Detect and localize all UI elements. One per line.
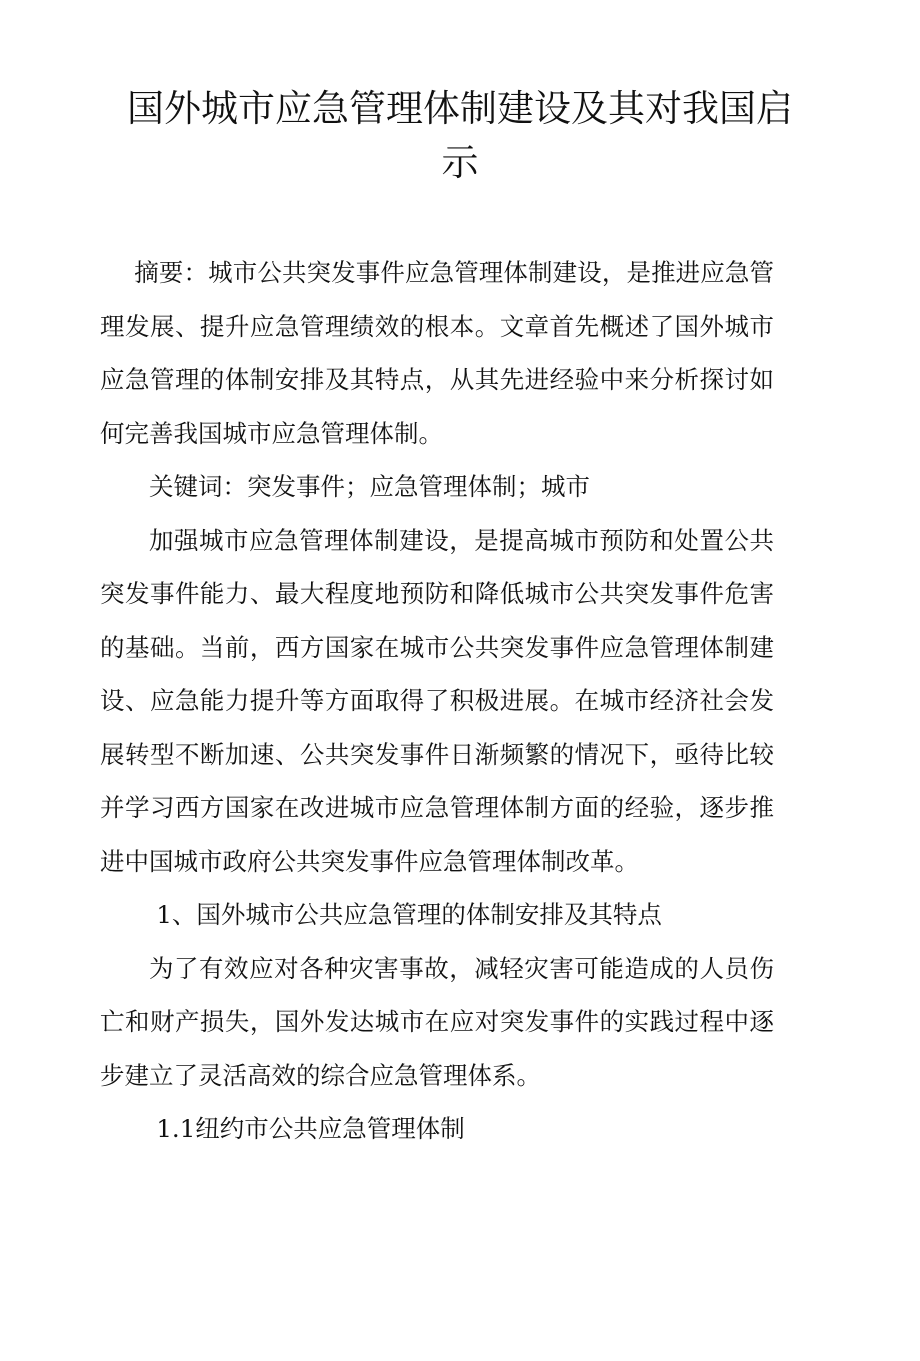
- document-title: 国外城市应急管理体制建设及其对我国启示: [127, 87, 793, 184]
- keywords-line: 关键词：突发事件；应急管理体制；城市: [149, 472, 590, 501]
- abstract-paragraph: 摘要：城市公共突发事件应急管理体制建设，是推进应急管理发展、提升应急管理绩效的根本。文章首先概述了国外城市应急管理的体制安排及其特点，从其先进经验中来分析探讨如何完善我国城市应急管理体制。: [100, 258, 774, 448]
- section-heading: 1、国外城市公共应急管理的体制安排及其特点: [156, 900, 662, 929]
- document-body: [100, 246, 774, 1156]
- section-paragraph: 为了有效应对各种灾害事故，减轻灾害可能造成的人员伤亡和财产损失，国外发达城市在应对突发事件的实践过程中逐步建立了灵活高效的综合应急管理体系。: [100, 953, 774, 1090]
- subsection-heading: 1.1纽约市公共应急管理体制: [156, 1114, 465, 1143]
- intro-paragraph: 加强城市应急管理体制建设，是提高城市预防和处置公共突发事件能力、最大程度地预防和降低城市公共突发事件危害的基础。当前，西方国家在城市公共突发事件应急管理体制建设、应急能力提升等方面取得了积极进展。在城市经济社会发展转型不断加速、公共突发事件日渐频繁的情况下，亟待比较并学习西方国家在改进城市应急管理体制方面的经验，逐步推进中国城市政府公共突发事件应急管理体制改革。: [100, 525, 774, 876]
